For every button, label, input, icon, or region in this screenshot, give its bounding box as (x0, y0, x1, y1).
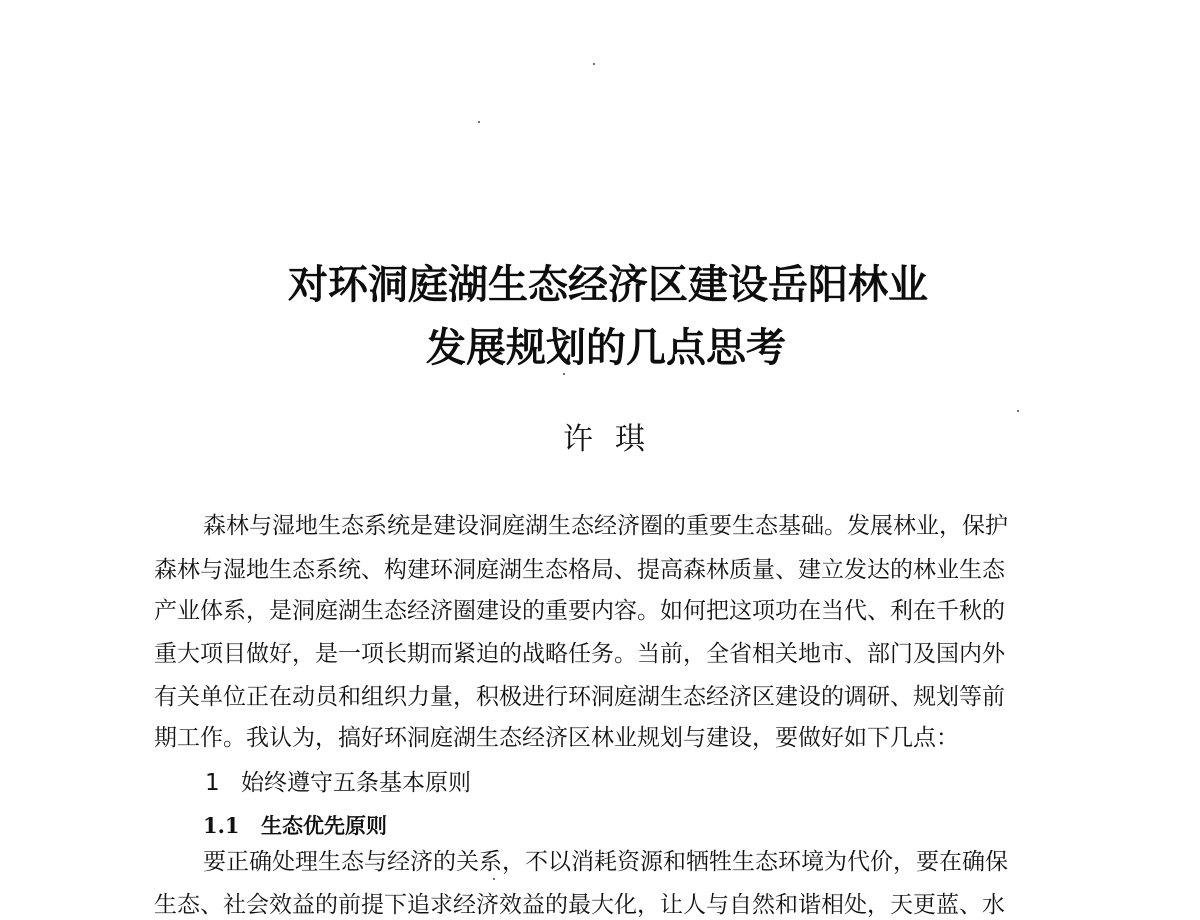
subsection-heading-1-1 (203, 810, 387, 840)
section-title: 始终遵守五条基本原则 (241, 770, 471, 796)
subsection-title: 生态优先原则 (261, 814, 387, 838)
body-line: 要正确处理生态与经济的关系，不以消耗资源和牺牲生态环境为代价，要在确保 (203, 849, 1008, 875)
intro-line: 产业体系，是洞庭湖生态经济圈建设的重要内容。如何把这项功在当代、利在千秋的 (154, 598, 1005, 624)
intro-line: 重大项目做好，是一项长期而紧迫的战略任务。当前，全省相关地市、部门及国内外 (154, 641, 1005, 667)
scan-speck (1017, 410, 1019, 412)
article-title-line-2: 发展规划的几点思考 (426, 325, 786, 371)
scan-speck (478, 121, 480, 123)
body-line: 生态、社会效益的前提下追求经济效益的最大化，让人与自然和谐相处，天更蓝、水 (154, 892, 1005, 918)
article-title-line-1: 对环洞庭湖生态经济区建设岳阳林业 (288, 262, 928, 308)
intro-line: 森林与湿地生态系统、构建环洞庭湖生态格局、提高森林质量、建立发达的林业生态 (154, 557, 1005, 583)
subsection-number: 1.1 (203, 813, 240, 838)
section-number: 1 (205, 770, 220, 796)
section-heading-1 (205, 764, 471, 797)
intro-line: 森林与湿地生态系统是建设洞庭湖生态经济圈的重要生态基础。发展林业，保护 (203, 513, 1008, 539)
scan-speck (563, 373, 565, 375)
scan-speck (593, 63, 595, 65)
intro-line: 期工作。我认为，搞好环洞庭湖生态经济区林业规划与建设，要做好如下几点： (154, 725, 959, 751)
author-name: 许琪 (563, 422, 667, 457)
intro-line: 有关单位正在动员和组织力量，积极进行环洞庭湖生态经济区建设的调研、规划等前 (154, 684, 1005, 710)
